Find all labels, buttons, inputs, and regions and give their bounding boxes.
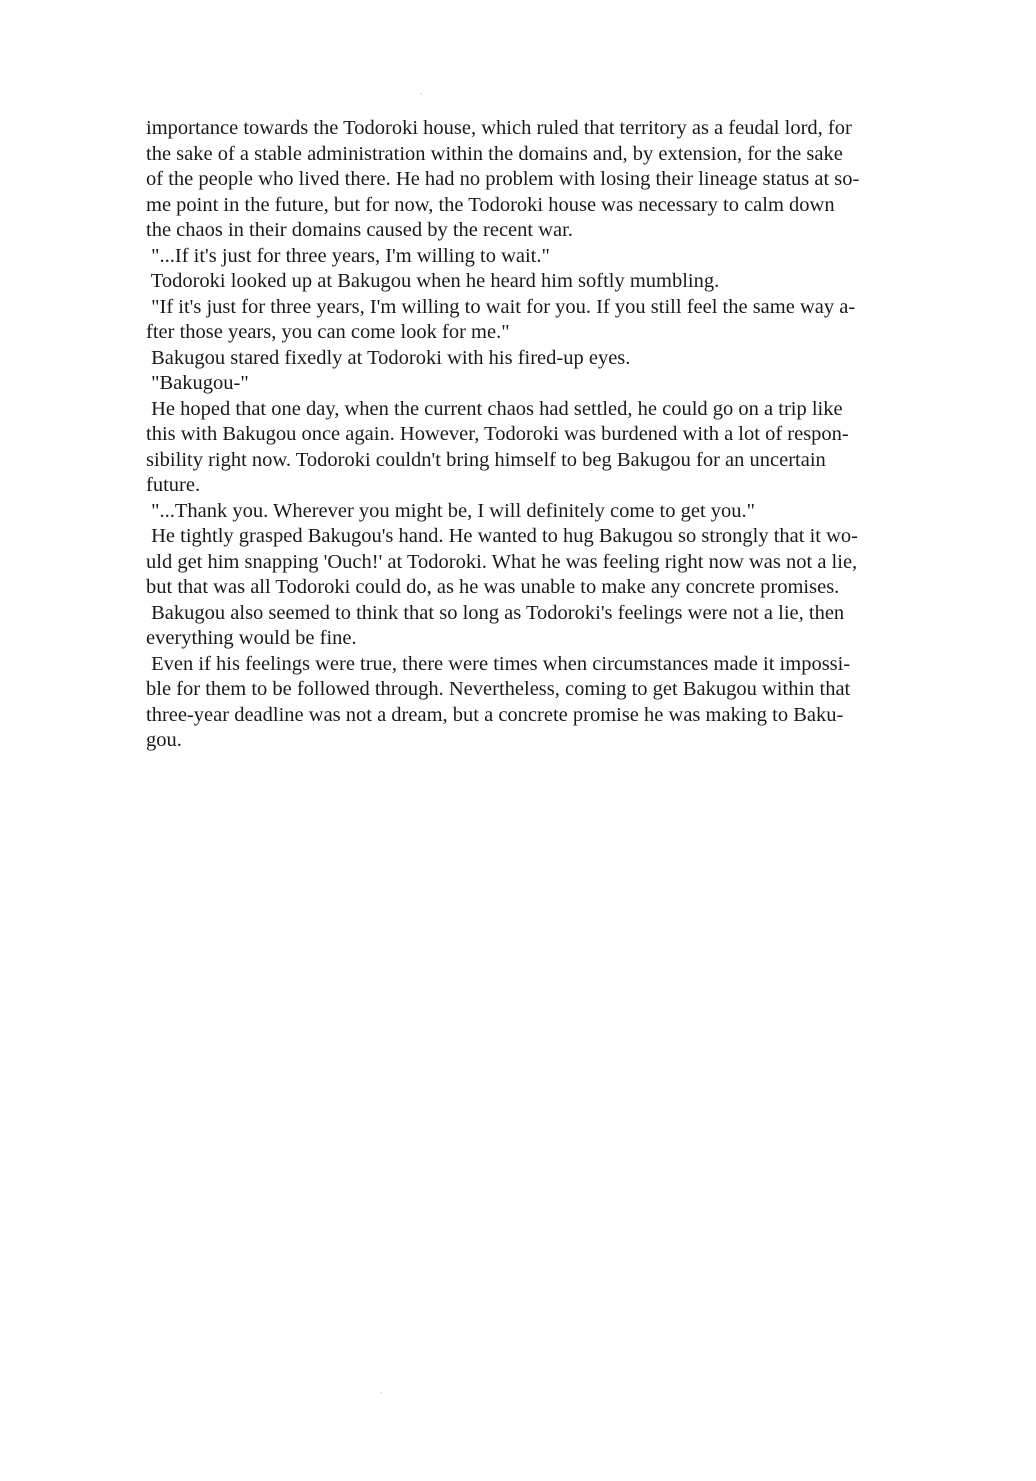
text-line: Bakugou also seemed to think that so long as Todoroki's feelings were not a lie, then	[146, 601, 845, 624]
text-line: Bakugou stared fixedly at Todoroki with his fired-up eyes.	[146, 346, 631, 369]
body-text	[146, 116, 946, 754]
text-line: importance towards the Todoroki house, which ruled that territory as a feudal lord, for	[146, 117, 852, 139]
text-line: gou.	[146, 729, 182, 751]
text-line: "...If it's just for three years, I'm willing to wait."	[146, 244, 550, 267]
scan-speck	[420, 93, 422, 95]
text-line: but that was all Todoroki could do, as he was unable to make any concrete promises.	[146, 576, 840, 598]
text-line: "If it's just for three years, I'm willing to wait for you. If you still feel the same way a-	[146, 295, 856, 318]
text-line: ble for them to be followed through. Nevertheless, coming to get Bakugou within that	[146, 678, 851, 700]
text-line: He tightly grasped Bakugou's hand. He wanted to hug Bakugou so strongly that it wo-	[146, 525, 858, 547]
text-line: the sake of a stable administration within the domains and, by extension, for the sake	[146, 142, 843, 165]
text-line: of the people who lived there. He had no problem with losing their lineage status at so-	[146, 168, 860, 190]
text-line: fter those years, you can come look for me."	[146, 321, 510, 343]
text-line: three-year deadline was not a dream, but a concrete promise he was making to Baku-	[146, 703, 844, 726]
text-line: future.	[146, 474, 201, 496]
text-line: uld get him snapping 'Ouch!' at Todoroki. What he was feeling right now was not a lie,	[146, 550, 858, 573]
scan-speck	[380, 1392, 382, 1394]
text-line: He hoped that one day, when the current chaos had settled, he could go on a trip like	[146, 397, 843, 420]
text-line: sibility right now. Todoroki couldn't bring himself to beg Bakugou for an uncertain	[146, 448, 826, 471]
text-line: everything would be fine.	[146, 627, 357, 649]
text-line: "Bakugou-"	[146, 372, 249, 394]
text-line: "...Thank you. Wherever you might be, I will definitely come to get you."	[146, 499, 756, 522]
text-line: Todoroki looked up at Bakugou when he heard him softly mumbling.	[146, 270, 720, 292]
text-line: the chaos in their domains caused by the recent war.	[146, 219, 573, 241]
text-line: me point in the future, but for now, the Todoroki house was necessary to calm down	[146, 193, 835, 216]
text-line: this with Bakugou once again. However, Todoroki was burdened with a lot of respon-	[146, 423, 849, 445]
text-line: Even if his feelings were true, there were times when circumstances made it impossi-	[146, 652, 851, 675]
